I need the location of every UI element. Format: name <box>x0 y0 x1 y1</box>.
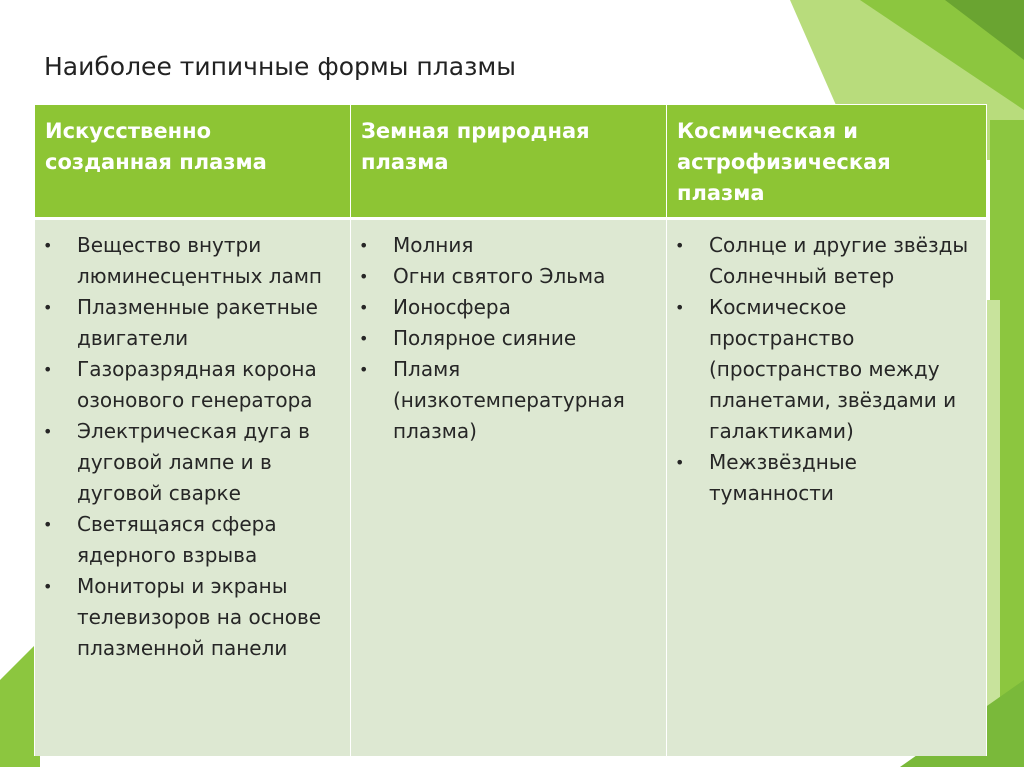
bullet-icon: • <box>43 236 53 255</box>
list-item <box>359 323 658 354</box>
list-item <box>675 230 978 292</box>
list-item <box>675 292 978 447</box>
space-plasma-list <box>675 230 978 509</box>
header-space-astrophysical-plasma: Космическая и астрофизическая плазма <box>667 105 987 219</box>
bullet-icon: • <box>675 236 685 255</box>
list-item-text: Межзвёздные туманности <box>709 450 857 505</box>
list-item-text: Космическое пространство (пространство между планетами, звёздами и галактиками) <box>709 295 957 443</box>
header-artificial-plasma: Искусственно созданная плазма <box>35 105 351 219</box>
slide-title: Наиболее типичные формы плазмы <box>44 52 516 81</box>
earth-natural-plasma-list <box>359 230 658 447</box>
list-item-text: Газоразрядная корона озонового генератора <box>77 357 317 412</box>
bullet-icon: • <box>359 267 369 286</box>
list-item-text: Солнце и другие звёзды Солнечный ветер <box>709 233 969 288</box>
list-item <box>43 509 342 571</box>
bullet-icon: • <box>359 329 369 348</box>
table-header-row <box>35 105 987 219</box>
column-artificial-plasma <box>35 219 351 757</box>
list-item-text: Светящаяся сфера ядерного взрыва <box>77 512 277 567</box>
list-item-text: Вещество внутри люминесцентных ламп <box>77 233 322 288</box>
list-item <box>43 292 342 354</box>
bullet-icon: • <box>675 298 685 317</box>
list-item <box>359 261 658 292</box>
bullet-icon: • <box>43 298 53 317</box>
bullet-icon: • <box>43 422 53 441</box>
bullet-icon: • <box>675 453 685 472</box>
column-space-astrophysical-plasma <box>667 219 987 757</box>
list-item <box>359 230 658 261</box>
list-item <box>43 354 342 416</box>
bullet-icon: • <box>359 236 369 255</box>
list-item-text: Огни святого Эльма <box>393 264 606 288</box>
list-item-text: Плазменные ракетные двигатели <box>77 295 318 350</box>
bullet-icon: • <box>43 515 53 534</box>
list-item <box>43 230 342 292</box>
list-item <box>675 447 978 509</box>
header-earth-natural-plasma: Земная природная плазма <box>351 105 667 219</box>
list-item-text: Полярное сияние <box>393 326 577 350</box>
list-item <box>359 292 658 323</box>
green-stripe-right-edge-light <box>986 300 1000 767</box>
list-item-text: Мониторы и экраны телевизоров на основе плазменной панели <box>77 574 322 660</box>
bullet-icon: • <box>43 360 53 379</box>
list-item <box>43 571 342 664</box>
list-item <box>359 354 658 447</box>
list-item <box>43 416 342 509</box>
list-item-text: Пламя (низкотемпературная плазма) <box>393 357 625 443</box>
list-item-text: Молния <box>393 233 474 257</box>
bullet-icon: • <box>359 298 369 317</box>
list-item-text: Ионосфера <box>393 295 511 319</box>
list-item-text: Электрическая дуга в дуговой лампе и в дуговой сварке <box>77 419 310 505</box>
column-earth-natural-plasma <box>351 219 667 757</box>
artificial-plasma-list <box>43 230 342 664</box>
table-body-row <box>35 219 987 757</box>
bullet-icon: • <box>43 577 53 596</box>
bullet-icon: • <box>359 360 369 379</box>
plasma-forms-table <box>34 104 987 756</box>
